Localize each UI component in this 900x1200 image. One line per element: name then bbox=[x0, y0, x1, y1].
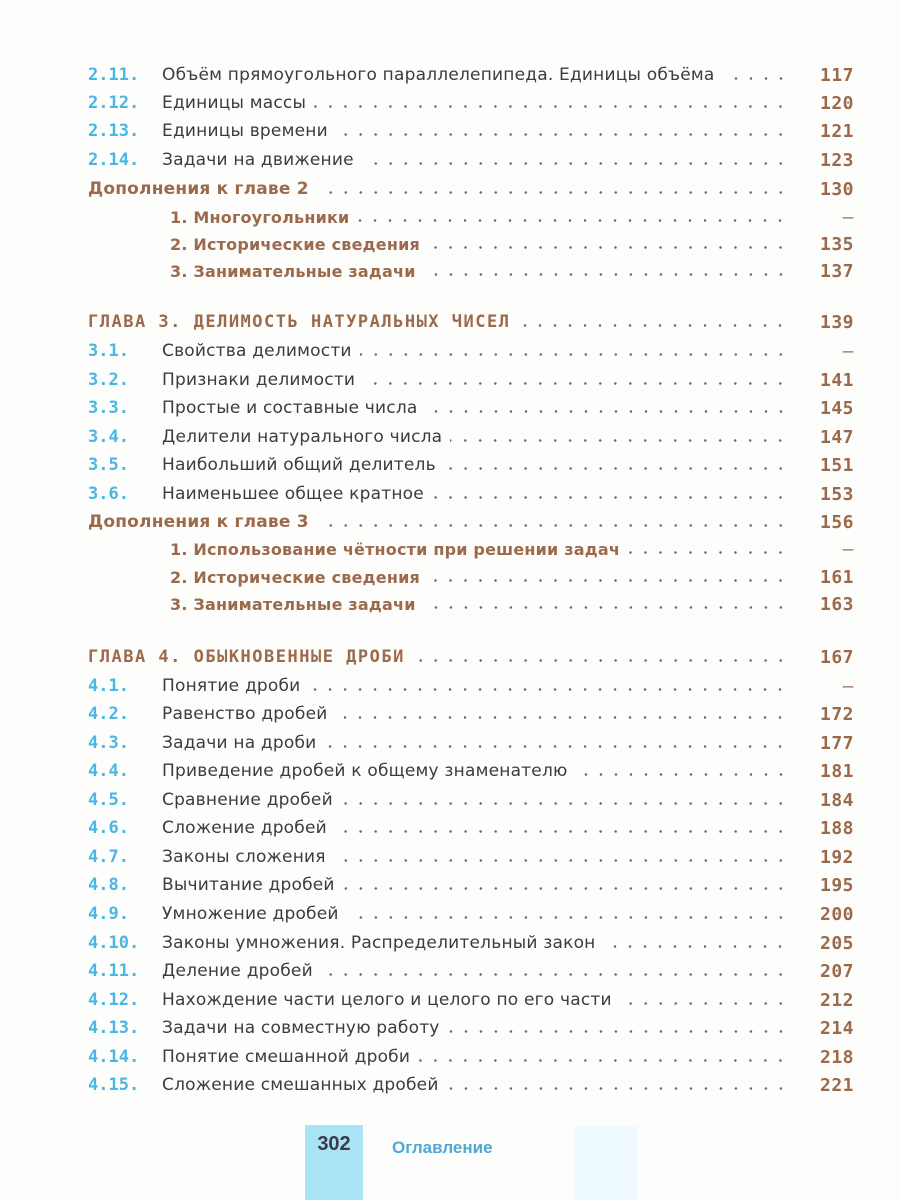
dot-leader bbox=[314, 93, 788, 113]
toc-row-3-5[interactable] bbox=[88, 452, 854, 478]
section-number: 4.5. bbox=[88, 790, 129, 810]
toc-row-2-14[interactable] bbox=[88, 147, 854, 173]
supplement-item-title: 2. Исторические сведения bbox=[170, 567, 420, 587]
page-number: — bbox=[842, 340, 854, 362]
dot-leader bbox=[424, 594, 788, 614]
page-number: — bbox=[842, 538, 854, 560]
page-number: 207 bbox=[819, 960, 854, 982]
dot-leader bbox=[335, 704, 788, 724]
dot-leader bbox=[448, 1018, 788, 1038]
page-number: 145 bbox=[819, 397, 854, 419]
section-title: Единицы массы bbox=[162, 93, 307, 113]
section-number: 4.7. bbox=[88, 847, 129, 867]
section-title: Наименьшее общее кратное bbox=[162, 484, 424, 504]
toc-row-4-15[interactable] bbox=[88, 1072, 854, 1098]
page-number: 205 bbox=[819, 932, 854, 954]
supplement-item-title: 3. Занимательные задачи bbox=[170, 261, 416, 281]
section-number: 4.3. bbox=[88, 733, 129, 753]
supplement-item-title: 1. Многоугольники bbox=[170, 207, 350, 227]
page-number: 120 bbox=[819, 92, 854, 114]
dot-leader bbox=[357, 207, 788, 227]
dot-leader bbox=[450, 427, 788, 447]
page-number: 153 bbox=[819, 483, 854, 505]
section-number: 3.2. bbox=[88, 370, 129, 390]
toc-row-2-13[interactable] bbox=[88, 118, 854, 144]
dot-leader bbox=[620, 990, 788, 1010]
page-number: 123 bbox=[819, 149, 854, 171]
toc-row-3-6[interactable] bbox=[88, 481, 854, 507]
page-number: — bbox=[842, 206, 854, 228]
section-title: Умножение дробей bbox=[162, 904, 339, 924]
section-number: 3.4. bbox=[88, 427, 129, 447]
decorative-block bbox=[575, 1126, 637, 1200]
dot-leader bbox=[317, 179, 788, 199]
toc-row-supplement-2-2[interactable] bbox=[88, 231, 854, 257]
toc-row-chapter-3[interactable] bbox=[88, 309, 854, 335]
section-title: Сложение дробей bbox=[162, 818, 327, 838]
toc-row-4-6[interactable] bbox=[88, 815, 854, 841]
page-number: 181 bbox=[819, 760, 854, 782]
section-number: 4.12. bbox=[88, 990, 140, 1010]
supplement-item-title: 1. Использование чётности при решении задач bbox=[170, 539, 621, 559]
footer-page-number: 302 bbox=[317, 1133, 351, 1155]
dot-leader bbox=[324, 733, 788, 753]
page-number: 163 bbox=[819, 593, 854, 615]
section-number: 4.4. bbox=[88, 761, 129, 781]
page-number: — bbox=[842, 675, 854, 697]
toc-row-4-8[interactable] bbox=[88, 872, 854, 898]
page-number: 147 bbox=[819, 426, 854, 448]
page-number: 167 bbox=[819, 646, 854, 668]
dot-leader bbox=[317, 512, 788, 532]
dot-leader bbox=[424, 261, 788, 281]
dot-leader bbox=[341, 790, 788, 810]
toc-row-4-10[interactable] bbox=[88, 930, 854, 956]
section-number: 4.13. bbox=[88, 1018, 140, 1038]
toc-row-4-7[interactable] bbox=[88, 844, 854, 870]
page-number: 195 bbox=[819, 874, 854, 896]
page-number: 172 bbox=[819, 703, 854, 725]
section-title: Объём прямоугольного параллелепипеда. Единицы объёма bbox=[162, 65, 715, 85]
section-number: 3.1. bbox=[88, 341, 129, 361]
page-number: 156 bbox=[819, 511, 854, 533]
dot-leader bbox=[518, 312, 788, 332]
section-number: 4.6. bbox=[88, 818, 129, 838]
page-number: 139 bbox=[819, 311, 854, 333]
page-number: 177 bbox=[819, 732, 854, 754]
toc-row-3-3[interactable] bbox=[88, 395, 854, 421]
section-title: Наибольший общий делитель bbox=[162, 455, 436, 475]
page-number: 135 bbox=[819, 233, 854, 255]
toc-row-4-1[interactable] bbox=[88, 673, 854, 699]
page-number: 184 bbox=[819, 789, 854, 811]
dot-leader bbox=[576, 761, 788, 781]
section-title: Понятие дроби bbox=[162, 676, 301, 696]
supplement-title: Дополнения к главе 3 bbox=[88, 512, 309, 532]
section-title: Признаки делимости bbox=[162, 370, 356, 390]
dot-leader bbox=[426, 398, 788, 418]
toc-row-2-11[interactable] bbox=[88, 62, 854, 88]
toc-row-supplement-2-1[interactable] bbox=[88, 204, 854, 230]
section-title: Задачи на совместную работу bbox=[162, 1018, 440, 1038]
section-title: Законы умножения. Распределительный закон bbox=[162, 933, 596, 953]
section-number: 4.11. bbox=[88, 961, 140, 981]
section-number: 2.12. bbox=[88, 93, 140, 113]
section-title: Понятие смешанной дроби bbox=[162, 1047, 411, 1067]
page-number: 221 bbox=[819, 1074, 854, 1096]
toc-row-3-1[interactable] bbox=[88, 338, 854, 364]
dot-leader bbox=[363, 370, 788, 390]
dot-leader bbox=[347, 904, 788, 924]
page-number: 130 bbox=[819, 178, 854, 200]
section-number: 2.14. bbox=[88, 150, 140, 170]
page-number: 218 bbox=[819, 1046, 854, 1068]
section-number: 3.3. bbox=[88, 398, 129, 418]
toc-row-4-3[interactable] bbox=[88, 730, 854, 756]
section-title: Сравнение дробей bbox=[162, 790, 333, 810]
page-number: 200 bbox=[819, 903, 854, 925]
page-number: 214 bbox=[819, 1017, 854, 1039]
section-title: Простые и составные числа bbox=[162, 398, 418, 418]
toc-row-2-12[interactable] bbox=[88, 90, 854, 116]
dot-leader bbox=[335, 818, 788, 838]
section-title: Делители натурального числа bbox=[162, 427, 443, 447]
dot-leader bbox=[413, 647, 788, 667]
section-number: 3.6. bbox=[88, 484, 129, 504]
section-number: 4.14. bbox=[88, 1047, 140, 1067]
toc-row-4-9[interactable] bbox=[88, 901, 854, 927]
section-title: Приведение дробей к общему знаменателю bbox=[162, 761, 568, 781]
toc-row-4-5[interactable] bbox=[88, 787, 854, 813]
section-number: 4.15. bbox=[88, 1075, 140, 1095]
section-number: 4.10. bbox=[88, 933, 140, 953]
toc-row-chapter-4[interactable] bbox=[88, 644, 854, 670]
section-title: Законы сложения bbox=[162, 847, 326, 867]
page-number: 192 bbox=[819, 846, 854, 868]
page-number: 137 bbox=[819, 260, 854, 282]
dot-leader bbox=[343, 875, 788, 895]
section-title: Равенство дробей bbox=[162, 704, 328, 724]
dot-leader bbox=[334, 847, 788, 867]
dot-leader bbox=[603, 933, 788, 953]
toc-row-4-13[interactable] bbox=[88, 1015, 854, 1041]
dot-leader bbox=[336, 121, 788, 141]
section-title: Задачи на дроби bbox=[162, 733, 317, 753]
toc-row-supplement-3-2[interactable] bbox=[88, 564, 854, 590]
dot-leader bbox=[428, 234, 788, 254]
dot-leader bbox=[362, 150, 788, 170]
chapter-title: ГЛАВА 4. ОБЫКНОВЕННЫЕ ДРОБИ bbox=[88, 647, 405, 667]
toc-row-4-4[interactable] bbox=[88, 758, 854, 784]
dot-leader bbox=[360, 341, 788, 361]
toc-row-supplement-3-1[interactable] bbox=[88, 536, 854, 562]
section-number: 4.9. bbox=[88, 904, 129, 924]
section-title: Единицы времени bbox=[162, 121, 328, 141]
section-title: Сложение смешанных дробей bbox=[162, 1075, 439, 1095]
dot-leader bbox=[444, 455, 788, 475]
footer-running-title: Оглавление bbox=[392, 1138, 493, 1157]
toc-row-supplement-2-3[interactable] bbox=[88, 258, 854, 284]
dot-leader bbox=[418, 1047, 788, 1067]
toc-row-supplement-3-3[interactable] bbox=[88, 591, 854, 617]
dot-leader bbox=[428, 567, 788, 587]
supplement-item-title: 2. Исторические сведения bbox=[170, 234, 420, 254]
page-number: 121 bbox=[819, 120, 854, 142]
section-title: Нахождение части целого и целого по его части bbox=[162, 990, 612, 1010]
toc-row-3-2[interactable] bbox=[88, 367, 854, 393]
supplement-item-title: 3. Занимательные задачи bbox=[170, 594, 416, 614]
chapter-title: ГЛАВА 3. ДЕЛИМОСТЬ НАТУРАЛЬНЫХ ЧИСЕЛ bbox=[88, 312, 511, 332]
toc-row-4-2[interactable] bbox=[88, 701, 854, 727]
toc-row-4-12[interactable] bbox=[88, 987, 854, 1013]
dot-leader bbox=[321, 961, 788, 981]
section-number: 2.11. bbox=[88, 65, 140, 85]
section-title: Свойства делимости bbox=[162, 341, 352, 361]
section-number: 3.5. bbox=[88, 455, 129, 475]
dot-leader bbox=[308, 676, 788, 696]
page-number: 212 bbox=[819, 989, 854, 1011]
section-title: Деление дробей bbox=[162, 961, 313, 981]
dot-leader bbox=[432, 484, 788, 504]
page-number: 161 bbox=[819, 566, 854, 588]
section-number: 4.2. bbox=[88, 704, 129, 724]
toc-row-3-4[interactable] bbox=[88, 424, 854, 450]
dot-leader bbox=[628, 539, 788, 559]
page-number: 188 bbox=[819, 817, 854, 839]
page-number: 117 bbox=[819, 64, 854, 86]
toc-row-supplement-3[interactable] bbox=[88, 509, 854, 535]
section-title: Задачи на движение bbox=[162, 150, 354, 170]
dot-leader bbox=[723, 65, 788, 85]
section-number: 2.13. bbox=[88, 121, 140, 141]
supplement-title: Дополнения к главе 2 bbox=[88, 179, 309, 199]
section-number: 4.8. bbox=[88, 875, 129, 895]
dot-leader bbox=[447, 1075, 788, 1095]
section-number: 4.1. bbox=[88, 676, 129, 696]
page-number: 151 bbox=[819, 454, 854, 476]
toc-row-supplement-2[interactable] bbox=[88, 176, 854, 202]
toc-row-4-14[interactable] bbox=[88, 1044, 854, 1070]
page-number: 141 bbox=[819, 369, 854, 391]
section-title: Вычитание дробей bbox=[162, 875, 335, 895]
toc-row-4-11[interactable] bbox=[88, 958, 854, 984]
